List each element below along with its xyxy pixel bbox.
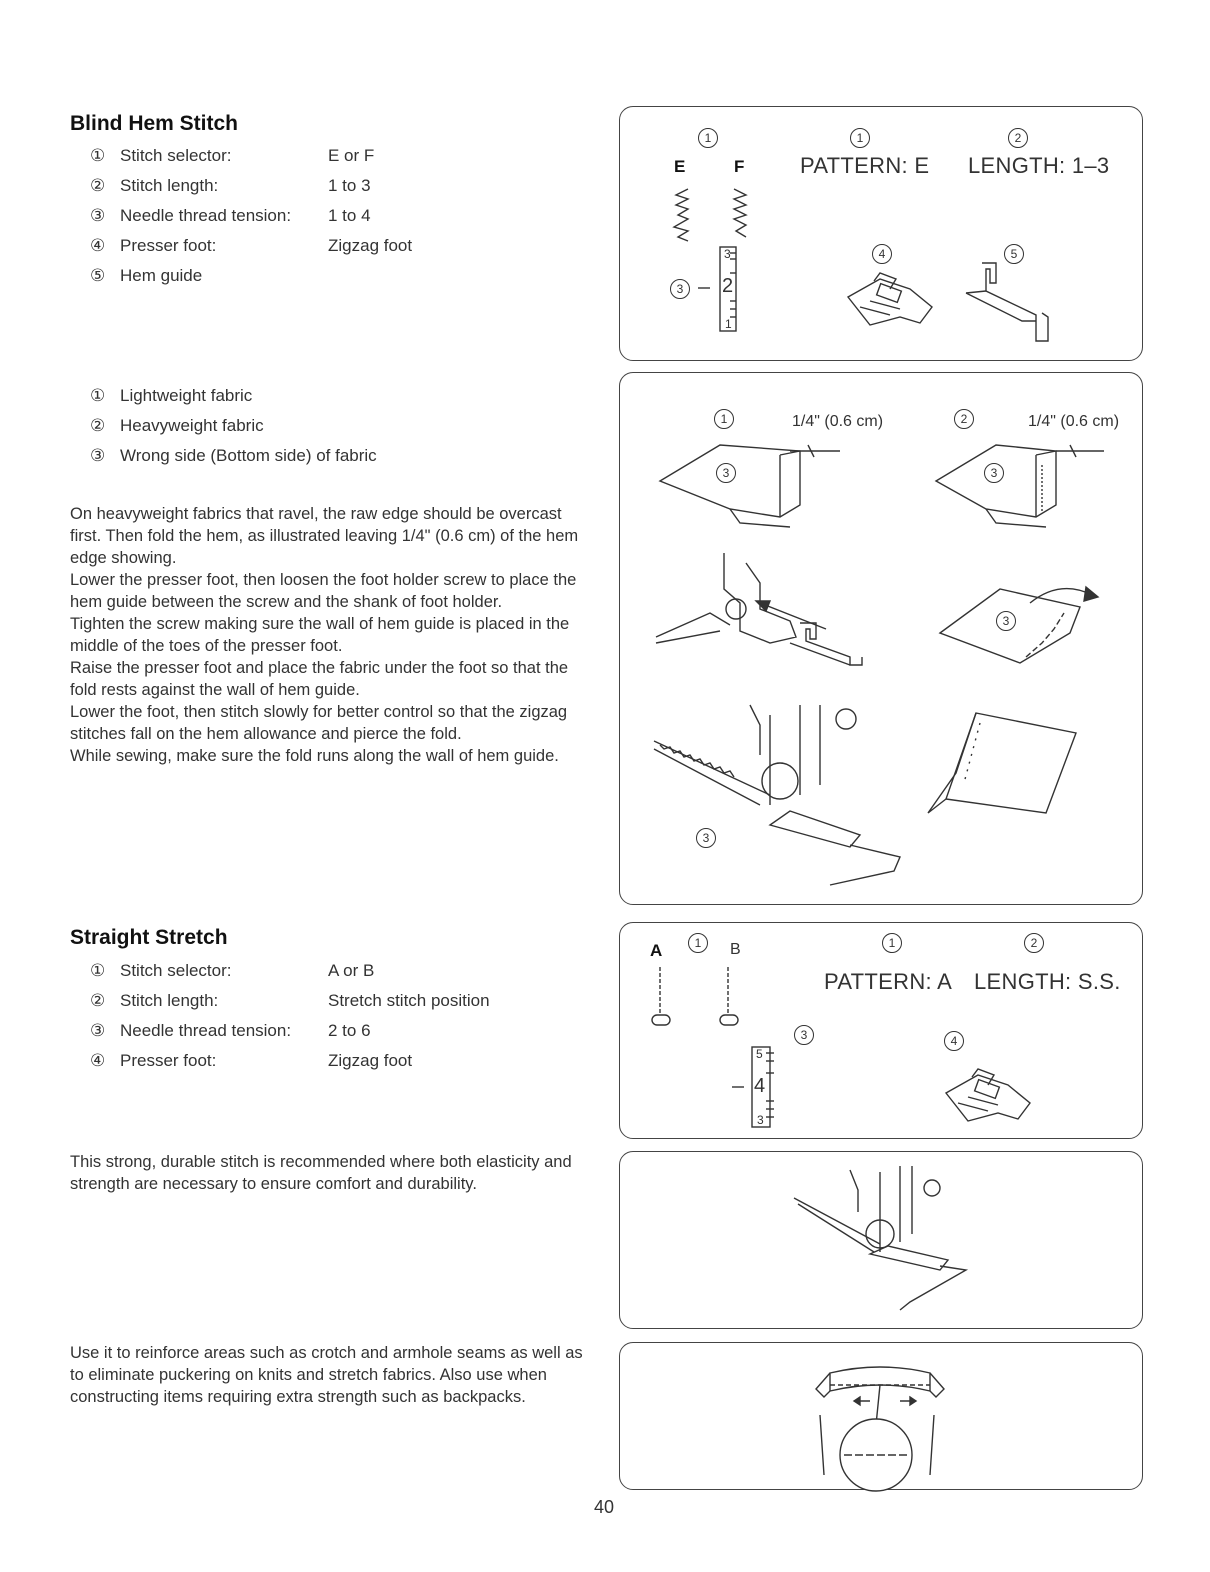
marker-3: 3 bbox=[996, 611, 1016, 631]
zigzag-foot-icon bbox=[938, 1063, 1038, 1133]
straight-stretch-sewing-panel bbox=[619, 1151, 1143, 1329]
marker-1: 1 bbox=[698, 128, 718, 148]
dial-number-top: 3 bbox=[724, 247, 731, 261]
setting-row bbox=[90, 961, 374, 981]
stretch-description: This strong, durable stitch is recommended where both elasticity and strength are necessary to ensure comfort and durability. bbox=[70, 1153, 572, 1193]
setting-value: Stretch stitch position bbox=[328, 991, 490, 1010]
setting-row bbox=[90, 1051, 412, 1071]
straight-stretch-b-icon bbox=[718, 965, 748, 1035]
tension-dial-icon bbox=[730, 1043, 776, 1133]
marker-3: 3 bbox=[984, 463, 1004, 483]
fabric-label: Lightweight fabric bbox=[120, 386, 253, 405]
setting-number: ③ bbox=[90, 206, 106, 225]
setting-number: ⑤ bbox=[90, 266, 106, 285]
setting-number: ③ bbox=[90, 1021, 106, 1040]
heavyweight-fold-icon bbox=[926, 435, 1126, 525]
dial-number-mid: 4 bbox=[754, 1075, 766, 1097]
instruction-paragraph: Lower the foot, then stitch slowly for better control so that the zigzag stitches fall on the hem allowance and pierce the fold. bbox=[70, 703, 568, 743]
setting-label: Presser foot: bbox=[120, 236, 217, 255]
hem-measure: 1/4" (0.6 cm) bbox=[1028, 413, 1120, 430]
instruction-paragraph: Raise the presser foot and place the fabric under the foot so that the fold rests against the wall of hem guide. bbox=[70, 659, 569, 699]
fabric-row bbox=[90, 446, 377, 466]
finished-hem-icon bbox=[916, 703, 1086, 813]
sewing-machine-foot-icon bbox=[650, 685, 910, 885]
zigzag-foot-icon bbox=[840, 267, 940, 337]
setting-label: Needle thread tension: bbox=[120, 1021, 292, 1040]
blind-hem-title: Blind Hem Stitch bbox=[70, 112, 239, 135]
setting-row bbox=[90, 236, 412, 256]
fabric-number: ③ bbox=[90, 446, 106, 465]
setting-label: Presser foot: bbox=[120, 1051, 217, 1070]
marker-2: 2 bbox=[1008, 128, 1028, 148]
dial-number-bottom: 3 bbox=[757, 1113, 764, 1127]
stretch-test-panel bbox=[619, 1342, 1143, 1490]
pattern-display: PATTERN: E bbox=[800, 153, 930, 178]
setting-value: Zigzag foot bbox=[328, 1051, 413, 1070]
instruction-paragraph: While sewing, make sure the fold runs along the wall of hem guide. bbox=[70, 747, 559, 765]
marker-3: 3 bbox=[696, 828, 716, 848]
dial-number-bottom: 1 bbox=[725, 317, 732, 331]
setting-value: 2 to 6 bbox=[328, 1021, 371, 1040]
dial-number-mid: 2 bbox=[722, 275, 734, 297]
marker-1: 1 bbox=[714, 409, 734, 429]
setting-value: A or B bbox=[328, 961, 375, 980]
hem-measure: 1/4" (0.6 cm) bbox=[792, 413, 884, 430]
pattern-letter-b: B bbox=[730, 941, 741, 958]
blind-hem-process-panel bbox=[619, 372, 1143, 905]
setting-row bbox=[90, 1021, 371, 1041]
pattern-display: PATTERN: A bbox=[824, 969, 953, 994]
marker-4: 4 bbox=[872, 244, 892, 264]
length-display: LENGTH: S.S. bbox=[974, 969, 1121, 994]
marker-3: 3 bbox=[670, 279, 690, 299]
straight-stretch-a-icon bbox=[650, 965, 680, 1035]
dial-number-top: 5 bbox=[756, 1047, 763, 1061]
page-number: 40 bbox=[594, 1497, 615, 1517]
marker-2: 2 bbox=[1024, 933, 1044, 953]
fabric-row bbox=[90, 416, 264, 436]
setting-label: Stitch length: bbox=[120, 176, 219, 195]
setting-label: Needle thread tension: bbox=[120, 206, 292, 225]
fold-over-icon bbox=[930, 573, 1110, 683]
fabric-label: Heavyweight fabric bbox=[120, 416, 264, 435]
setting-value: Zigzag foot bbox=[328, 236, 413, 255]
straight-stretch-title: Straight Stretch bbox=[70, 926, 228, 949]
fabric-row bbox=[90, 386, 252, 406]
instruction-paragraph: On heavyweight fabrics that ravel, the raw edge should be overcast first. Then fold the hem, as illustrated leaving 1/4" (0.6 cm) of the hem edge showing. bbox=[70, 505, 579, 567]
setting-number: ① bbox=[90, 961, 106, 980]
setting-row bbox=[90, 176, 371, 196]
stretch-test-icon bbox=[800, 1355, 970, 1495]
fabric-label: Wrong side (Bottom side) of fabric bbox=[120, 446, 377, 465]
setting-row bbox=[90, 206, 371, 226]
marker-1: 1 bbox=[850, 128, 870, 148]
fabric-number: ① bbox=[90, 386, 106, 405]
setting-label: Stitch selector: bbox=[120, 961, 232, 980]
marker-5: 5 bbox=[1004, 244, 1024, 264]
setting-value: 1 to 4 bbox=[328, 206, 371, 225]
setting-row bbox=[90, 146, 374, 166]
pattern-letter-a: A bbox=[650, 941, 663, 960]
hem-guide-icon bbox=[962, 257, 1062, 347]
attach-hem-guide-icon bbox=[650, 543, 870, 673]
marker-3: 3 bbox=[794, 1025, 814, 1045]
setting-value: 1 to 3 bbox=[328, 176, 371, 195]
instruction-paragraph: Lower the presser foot, then loosen the foot holder screw to place the hem guide between the screw and the shank of foot holder. bbox=[70, 571, 577, 611]
setting-label: Stitch length: bbox=[120, 991, 219, 1010]
marker-1: 1 bbox=[688, 933, 708, 953]
marker-1: 1 bbox=[882, 933, 902, 953]
marker-3: 3 bbox=[716, 463, 736, 483]
setting-value: E or F bbox=[328, 146, 375, 165]
pattern-letter-e: E bbox=[674, 157, 686, 176]
instruction-paragraph: Tighten the screw making sure the wall of hem guide is placed in the middle of the toes of the presser foot. bbox=[70, 615, 570, 655]
setting-row bbox=[90, 991, 490, 1011]
setting-number: ② bbox=[90, 991, 106, 1010]
lightweight-fold-icon bbox=[650, 435, 850, 525]
setting-number: ② bbox=[90, 176, 106, 195]
fabric-number: ② bbox=[90, 416, 106, 435]
pattern-letter-f: F bbox=[734, 157, 745, 176]
setting-number: ① bbox=[90, 146, 106, 165]
blind-hem-settings-panel bbox=[619, 106, 1143, 361]
marker-4: 4 bbox=[944, 1031, 964, 1051]
stretch-usage: Use it to reinforce areas such as crotch and armhole seams as well as to eliminate puckering on knits and stretch fabrics. Also use when constructing items requiring extra strength such as backpacks. bbox=[70, 1344, 583, 1406]
setting-label: Hem guide bbox=[120, 266, 203, 285]
setting-number: ④ bbox=[90, 236, 106, 255]
blind-hem-stitch-e-icon bbox=[668, 185, 698, 245]
setting-row bbox=[90, 266, 328, 286]
sewing-machine-foot-icon bbox=[790, 1162, 990, 1322]
blind-hem-stitch-f-icon bbox=[726, 185, 756, 245]
setting-number: ④ bbox=[90, 1051, 106, 1070]
straight-stretch-settings-panel bbox=[619, 922, 1143, 1139]
blind-hem-instructions bbox=[70, 503, 595, 767]
setting-label: Stitch selector: bbox=[120, 146, 232, 165]
length-display: LENGTH: 1–3 bbox=[968, 153, 1110, 178]
marker-2: 2 bbox=[954, 409, 974, 429]
